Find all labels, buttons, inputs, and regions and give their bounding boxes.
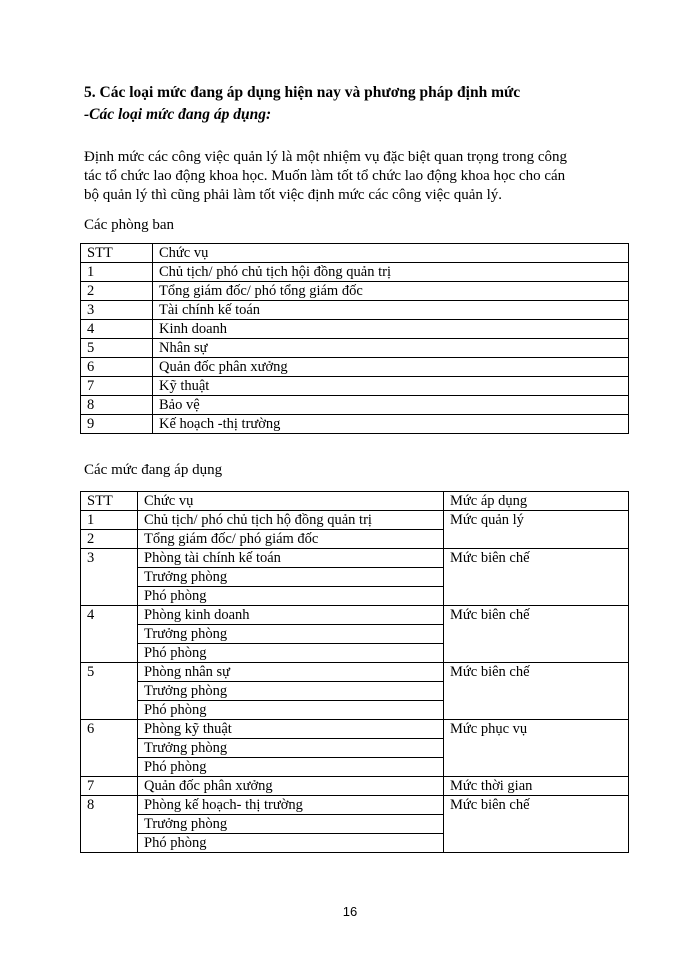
stt-cell: 9 (81, 415, 153, 434)
position-cell: Chủ tịch/ phó chủ tịch hộ đồng quản trị (138, 511, 444, 530)
stt-cell: 6 (81, 720, 138, 777)
position-cell: Nhân sự (153, 339, 629, 358)
position-cell: Trưởng phòng (138, 682, 444, 701)
stt-cell: 4 (81, 320, 153, 339)
paragraph-line: tác tổ chức lao động khoa học. Muốn làm tốt tổ chức lao động khoa học cho cán (84, 168, 566, 184)
table-row (81, 339, 629, 358)
position-cell: Chủ tịch/ phó chủ tịch hội đồng quản trị (153, 263, 629, 282)
stt-cell: 1 (81, 511, 138, 530)
stt-cell: 3 (81, 549, 138, 606)
stt-cell: 8 (81, 796, 138, 853)
position-cell: Phòng kế hoạch- thị trường (138, 796, 444, 815)
position-cell: Phòng kinh doanh (138, 606, 444, 625)
table-row (81, 549, 629, 568)
table-row (81, 301, 629, 320)
applied-norms-table (80, 491, 629, 853)
stt-cell: 8 (81, 396, 153, 415)
position-cell: Trưởng phòng (138, 739, 444, 758)
header-cell: Chức vụ (153, 244, 629, 263)
position-cell: Trưởng phòng (138, 625, 444, 644)
table-header-row (81, 492, 629, 511)
position-cell: Trưởng phòng (138, 568, 444, 587)
position-cell: Quản đốc phân xưởng (153, 358, 629, 377)
table1-caption: Các phòng ban (84, 217, 174, 233)
paragraph-line: bộ quản lý thì cũng phải làm tốt việc định mức các công việc quản lý. (84, 187, 503, 203)
header-cell: Mức áp dụng (444, 492, 629, 511)
position-cell: Phó phòng (138, 587, 444, 606)
page-number: 16 (342, 904, 358, 919)
position-cell: Kỹ thuật (153, 377, 629, 396)
norm-cell: Mức biên chế (444, 606, 629, 663)
position-cell: Tài chính kế toán (153, 301, 629, 320)
position-cell: Quản đốc phân xưởng (138, 777, 444, 796)
table-row (81, 777, 629, 796)
intro-paragraph (84, 148, 634, 205)
norm-cell: Mức quản lý (444, 511, 629, 549)
position-cell: Kinh doanh (153, 320, 629, 339)
header-cell: STT (81, 244, 153, 263)
table-row (81, 663, 629, 682)
table-row (81, 796, 629, 815)
table-row (81, 720, 629, 739)
table-row (81, 320, 629, 339)
stt-cell: 6 (81, 358, 153, 377)
header-cell: STT (81, 492, 138, 511)
position-cell: Phó phòng (138, 644, 444, 663)
table-row (81, 377, 629, 396)
paragraph-line: Định mức các công việc quản lý là một nhiệm vụ đặc biệt quan trọng trong công (84, 149, 567, 165)
section-heading: 5. Các loại mức đang áp dụng hiện nay và phương pháp định mức (84, 84, 521, 101)
stt-cell: 3 (81, 301, 153, 320)
stt-cell: 5 (81, 339, 153, 358)
position-cell: Phó phòng (138, 701, 444, 720)
position-cell: Bảo vệ (153, 396, 629, 415)
position-cell: Kế hoạch -thị trường (153, 415, 629, 434)
table-row (81, 263, 629, 282)
table-row (81, 606, 629, 625)
stt-cell: 2 (81, 530, 138, 549)
position-cell: Phó phòng (138, 758, 444, 777)
table-row (81, 511, 629, 530)
departments-table (80, 243, 629, 434)
stt-cell: 5 (81, 663, 138, 720)
stt-cell: 1 (81, 263, 153, 282)
norm-cell: Mức biên chế (444, 663, 629, 720)
table2-caption: Các mức đang áp dụng (84, 462, 223, 478)
norm-cell: Mức thời gian (444, 777, 629, 796)
norm-cell: Mức biên chế (444, 796, 629, 853)
table-row (81, 358, 629, 377)
position-cell: Tổng giám đốc/ phó giám đốc (138, 530, 444, 549)
stt-cell: 2 (81, 282, 153, 301)
norm-cell: Mức biên chế (444, 549, 629, 606)
position-cell: Phó phòng (138, 834, 444, 853)
position-cell: Phòng kỹ thuật (138, 720, 444, 739)
table-row (81, 415, 629, 434)
header-cell: Chức vụ (138, 492, 444, 511)
position-cell: Phòng nhân sự (138, 663, 444, 682)
position-cell: Tổng giám đốc/ phó tổng giám đốc (153, 282, 629, 301)
position-cell: Phòng tài chính kế toán (138, 549, 444, 568)
sub-heading: -Các loại mức đang áp dụng: (84, 106, 272, 123)
table-header-row (81, 244, 629, 263)
table-row (81, 396, 629, 415)
table-row (81, 282, 629, 301)
stt-cell: 7 (81, 777, 138, 796)
position-cell: Trưởng phòng (138, 815, 444, 834)
norm-cell: Mức phục vụ (444, 720, 629, 777)
stt-cell: 4 (81, 606, 138, 663)
stt-cell: 7 (81, 377, 153, 396)
